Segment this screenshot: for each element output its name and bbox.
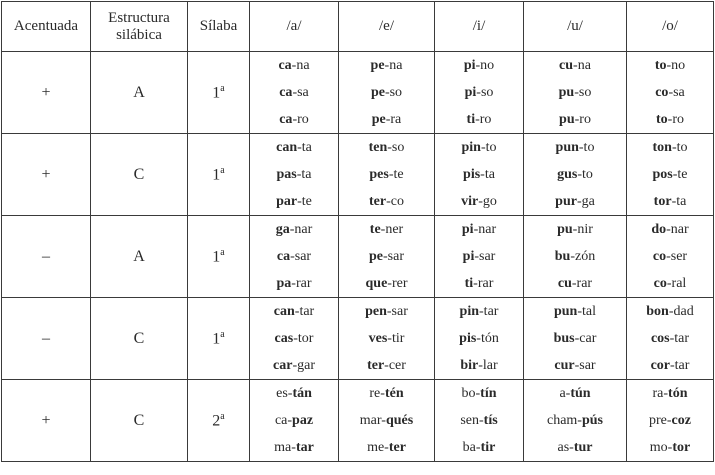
header-silaba: Sílaba (188, 2, 250, 52)
word-cell (435, 352, 524, 380)
word-cell (524, 352, 627, 380)
syllable-part: pin (459, 303, 480, 319)
acentuada-cell: + (2, 52, 91, 134)
syllable-part: -tir (387, 330, 405, 346)
syllable-part: tís (483, 412, 498, 428)
silaba-ordinal: a (220, 328, 225, 340)
syllable-part: -tar (294, 303, 315, 319)
syllable-part: bir (460, 357, 479, 373)
syllable-part: pis (463, 166, 481, 182)
syllable-part: pas (276, 166, 297, 182)
syllable-part: co (653, 275, 667, 291)
syllable-part: tén (384, 385, 404, 401)
acentuada-cell: + (2, 134, 91, 216)
syllable-part: ca (276, 248, 291, 264)
syllable-part: tor (672, 439, 691, 455)
word-cell (627, 380, 714, 408)
syllable-table (1, 1, 714, 462)
syllable-part: paz (292, 412, 314, 428)
word-cell (627, 216, 714, 244)
word-cell (250, 352, 339, 380)
silaba-cell (188, 134, 250, 216)
syllable-part: -to (480, 139, 497, 155)
header-vowel-u: /u/ (524, 2, 627, 52)
syllable-part: -lar (478, 357, 498, 373)
acentuada-cell: + (2, 380, 91, 462)
syllable-part: pun (555, 139, 579, 155)
word-cell (524, 325, 627, 352)
syllable-part: -no (475, 57, 495, 73)
syllable-part: co (655, 84, 669, 100)
syllable-part: -cer (384, 357, 406, 373)
word-cell (524, 106, 627, 134)
syllable-part: -na (291, 57, 310, 73)
word-cell (435, 134, 524, 162)
syllable-part: -sar (290, 248, 312, 264)
syllable-part: pe (370, 57, 385, 73)
syllable-part: par (276, 193, 298, 209)
word-cell (250, 325, 339, 352)
syllable-part: pi (461, 221, 474, 237)
syllable-part: co (652, 248, 667, 264)
syllable-part: -rar (571, 275, 593, 291)
table-row (2, 298, 714, 326)
syllable-part: -dad (668, 303, 694, 319)
syllable-part: ti (466, 111, 476, 127)
syllable-part: -ral (666, 275, 687, 291)
word-cell (250, 270, 339, 298)
syllable-part: -rar (473, 275, 494, 291)
syllable-part: cham- (546, 412, 582, 428)
syllable-part: -na (384, 57, 403, 73)
syllable-part: pi (462, 248, 475, 264)
syllable-part: -rar (291, 275, 312, 291)
header-acentuada: Acentuada (2, 2, 91, 52)
syllable-part: pur (555, 193, 577, 209)
word-cell (524, 188, 627, 216)
syllable-part: ca (278, 57, 292, 73)
word-cell (339, 79, 435, 106)
syllable-part: pa (276, 275, 292, 291)
syllable-part: -ro (667, 111, 684, 127)
syllable-part: pe (370, 84, 385, 100)
word-cell (524, 434, 627, 462)
syllable-part: cos (650, 330, 670, 346)
table-row (2, 216, 714, 244)
syllable-part: pu (559, 111, 575, 127)
syllable-part: -so (384, 84, 403, 100)
syllable-part: pos (652, 166, 673, 182)
syllable-part: ton (652, 139, 672, 155)
syllable-part: -nir (572, 221, 593, 237)
word-cell (627, 434, 714, 462)
syllable-part: ter (367, 357, 385, 373)
word-cell (524, 52, 627, 80)
word-cell (524, 216, 627, 244)
syllable-part: ten (368, 139, 388, 155)
word-cell (627, 243, 714, 270)
silaba-ordinal: a (220, 82, 225, 94)
word-cell (339, 298, 435, 326)
word-cell (524, 270, 627, 298)
syllable-part: ti (464, 275, 474, 291)
word-cell (435, 270, 524, 298)
word-cell (627, 325, 714, 352)
syllable-part: bo- (461, 385, 481, 401)
syllable-part: a- (559, 385, 571, 401)
word-cell (250, 243, 339, 270)
syllable-part: que (365, 275, 388, 291)
syllable-part: -no (666, 57, 686, 73)
syllable-part: -ga (576, 193, 595, 209)
syllable-part: ra- (652, 385, 669, 401)
syllable-part: mo- (649, 439, 673, 455)
syllable-part: ga (275, 221, 290, 237)
table-body (2, 52, 714, 462)
syllable-part: ter (388, 439, 406, 455)
word-cell (627, 106, 714, 134)
syllable-part: -te (672, 166, 688, 182)
silaba-number: 1 (212, 166, 221, 184)
header-estructura-line1: Estructura (108, 9, 170, 26)
syllable-part: -go (478, 193, 497, 209)
word-cell (250, 52, 339, 80)
syllable-part: tir (480, 439, 496, 455)
syllable-part: tor (653, 193, 672, 209)
syllable-part: pes (369, 166, 389, 182)
syllable-part: -sar (383, 248, 404, 264)
word-cell (250, 380, 339, 408)
estructura-cell: A (91, 216, 188, 298)
syllable-part: -ta (297, 139, 312, 155)
syllable-part: pu (558, 84, 575, 100)
syllable-part: -tal (577, 303, 596, 319)
word-cell (627, 298, 714, 326)
word-cell (435, 216, 524, 244)
silaba-cell (188, 380, 250, 462)
syllable-part: cu (557, 275, 572, 291)
syllable-part: -ta (296, 166, 312, 182)
table-row (2, 380, 714, 408)
syllable-part: qués (385, 412, 414, 428)
word-cell (524, 380, 627, 408)
syllable-part: -ta (671, 193, 687, 209)
syllable-part: -ro (475, 111, 492, 127)
syllable-part: -tón (476, 330, 499, 346)
syllable-part: -sar (474, 248, 496, 264)
syllable-part: -gar (292, 357, 315, 373)
word-cell (524, 79, 627, 106)
table-row (2, 52, 714, 80)
syllable-part: me- (367, 439, 389, 455)
word-cell (250, 298, 339, 326)
acentuada-cell: – (2, 298, 91, 380)
syllable-part: cas (274, 330, 294, 346)
syllable-part: vir (461, 193, 479, 209)
syllable-part: -ta (480, 166, 495, 182)
estructura-cell: C (91, 298, 188, 380)
syllable-part: -ra (385, 111, 402, 127)
syllable-part: tán (292, 385, 312, 401)
word-cell (339, 216, 435, 244)
word-cell (627, 161, 714, 188)
word-cell (339, 270, 435, 298)
word-cell (250, 188, 339, 216)
syllable-part: pi (464, 84, 477, 100)
word-cell (435, 52, 524, 80)
syllable-part: do (651, 221, 667, 237)
syllable-part: to (656, 111, 668, 127)
estructura-cell: C (91, 134, 188, 216)
word-cell (339, 352, 435, 380)
syllable-part: pu (557, 221, 573, 237)
syllable-part: -zón (570, 248, 596, 264)
header-row (2, 2, 714, 52)
syllable-part: -so (476, 84, 494, 100)
silaba-number: 1 (212, 84, 221, 102)
word-cell (250, 434, 339, 462)
header-vowel-i: /i/ (435, 2, 524, 52)
word-cell (524, 161, 627, 188)
word-cell (524, 298, 627, 326)
syllable-part: -te (388, 166, 404, 182)
syllable-part: cor (650, 357, 670, 373)
silaba-cell (188, 298, 250, 380)
silaba-number: 1 (212, 330, 221, 348)
syllable-part: coz (671, 412, 691, 428)
word-cell (435, 380, 524, 408)
word-cell (627, 352, 714, 380)
syllable-part: -nar (666, 221, 689, 237)
syllable-part: -tar (669, 330, 690, 346)
syllable-part: mar- (359, 412, 386, 428)
syllable-part: -ro (574, 111, 591, 127)
syllable-part: tún (570, 385, 591, 401)
syllable-part: gus (557, 166, 578, 182)
word-cell (250, 161, 339, 188)
syllable-part: -nar (473, 221, 497, 237)
syllable-part: -te (297, 193, 312, 209)
syllable-part: -ner (380, 221, 404, 237)
syllable-part: -tar (479, 303, 499, 319)
word-cell (339, 325, 435, 352)
syllable-part: can (276, 139, 298, 155)
syllable-part: -nar (289, 221, 313, 237)
syllable-part: re- (369, 385, 385, 401)
silaba-ordinal: a (220, 246, 225, 258)
syllable-part: -ro (292, 111, 309, 127)
syllable-part: bu (554, 248, 571, 264)
syllable-part: -tor (293, 330, 314, 346)
syllable-part: -sar (386, 303, 408, 319)
syllable-part: ves (368, 330, 388, 346)
syllable-part: tín (480, 385, 497, 401)
word-cell (339, 52, 435, 80)
syllable-part: pen (365, 303, 387, 319)
word-cell (435, 243, 524, 270)
word-cell (339, 380, 435, 408)
syllable-part: ca (279, 111, 293, 127)
syllable-part: es- (276, 385, 293, 401)
word-cell (339, 243, 435, 270)
word-cell (339, 161, 435, 188)
syllable-part: -to (578, 139, 595, 155)
word-cell (250, 216, 339, 244)
syllable-part: -ser (666, 248, 688, 264)
word-cell (627, 134, 714, 162)
syllable-part: tar (295, 439, 314, 455)
word-cell (435, 407, 524, 434)
word-cell (435, 161, 524, 188)
syllable-part: bon (646, 303, 669, 319)
syllable-part: can (273, 303, 295, 319)
syllable-part: ter (369, 193, 387, 209)
estructura-cell: A (91, 52, 188, 134)
syllable-part: pús (581, 412, 603, 428)
word-cell (524, 134, 627, 162)
syllable-part: sen- (460, 412, 484, 428)
syllable-part: -car (574, 330, 597, 346)
syllable-part: ca- (274, 412, 293, 428)
syllable-part: bus (553, 330, 575, 346)
word-cell (339, 407, 435, 434)
syllable-part: to (654, 57, 667, 73)
syllable-part: -tar (670, 357, 690, 373)
word-cell (250, 79, 339, 106)
silaba-ordinal: a (220, 410, 225, 422)
silaba-cell (188, 216, 250, 298)
word-cell (627, 270, 714, 298)
syllable-part: pi (463, 57, 476, 73)
syllable-part: cur (554, 357, 575, 373)
word-cell (435, 298, 524, 326)
silaba-ordinal: a (220, 164, 225, 176)
word-cell (524, 407, 627, 434)
word-cell (435, 434, 524, 462)
word-cell (627, 188, 714, 216)
header-vowel-a: /a/ (250, 2, 339, 52)
word-cell (435, 188, 524, 216)
header-estructura (91, 2, 188, 52)
word-cell (250, 106, 339, 134)
silaba-number: 1 (212, 248, 221, 266)
syllable-part: pin (461, 139, 481, 155)
word-cell (339, 134, 435, 162)
word-cell (627, 52, 714, 80)
word-cell (250, 407, 339, 434)
table-row (2, 134, 714, 162)
word-cell (339, 434, 435, 462)
syllable-part: -so (387, 139, 405, 155)
acentuada-cell: – (2, 216, 91, 298)
syllable-part: as- (557, 439, 574, 455)
syllable-part: ba- (462, 439, 481, 455)
word-cell (627, 79, 714, 106)
syllable-part: pis (459, 330, 477, 346)
syllable-part: tón (668, 385, 688, 401)
syllable-part: te (369, 221, 381, 237)
syllable-part: pe (371, 111, 386, 127)
syllable-part: -na (573, 57, 591, 73)
word-cell (339, 188, 435, 216)
syllable-part: -to (577, 166, 593, 182)
syllable-part: -sar (574, 357, 596, 373)
word-cell (524, 243, 627, 270)
syllable-part: tur (573, 439, 593, 455)
syllable-part: pun (553, 303, 578, 319)
syllable-part: cu (559, 57, 574, 73)
header-estructura-line2: silábica (116, 26, 162, 43)
syllable-part: -to (671, 139, 688, 155)
word-cell (627, 407, 714, 434)
syllable-part: -so (574, 84, 592, 100)
syllable-part: pre- (649, 412, 672, 428)
syllable-part: ca (279, 84, 293, 100)
word-cell (339, 106, 435, 134)
header-vowel-e: /e/ (339, 2, 435, 52)
silaba-number: 2 (212, 412, 221, 430)
syllable-part: -sa (292, 84, 309, 100)
syllable-part: ma- (274, 439, 296, 455)
word-cell (250, 134, 339, 162)
syllable-part: pe (369, 248, 383, 264)
word-cell (435, 79, 524, 106)
syllable-part: -co (386, 193, 404, 209)
silaba-cell (188, 52, 250, 134)
word-cell (435, 106, 524, 134)
estructura-cell: C (91, 380, 188, 462)
header-vowel-o: /o/ (627, 2, 714, 52)
syllable-part: -sa (668, 84, 685, 100)
syllable-part: car (273, 357, 293, 373)
word-cell (435, 325, 524, 352)
syllable-part: -rer (387, 275, 408, 291)
